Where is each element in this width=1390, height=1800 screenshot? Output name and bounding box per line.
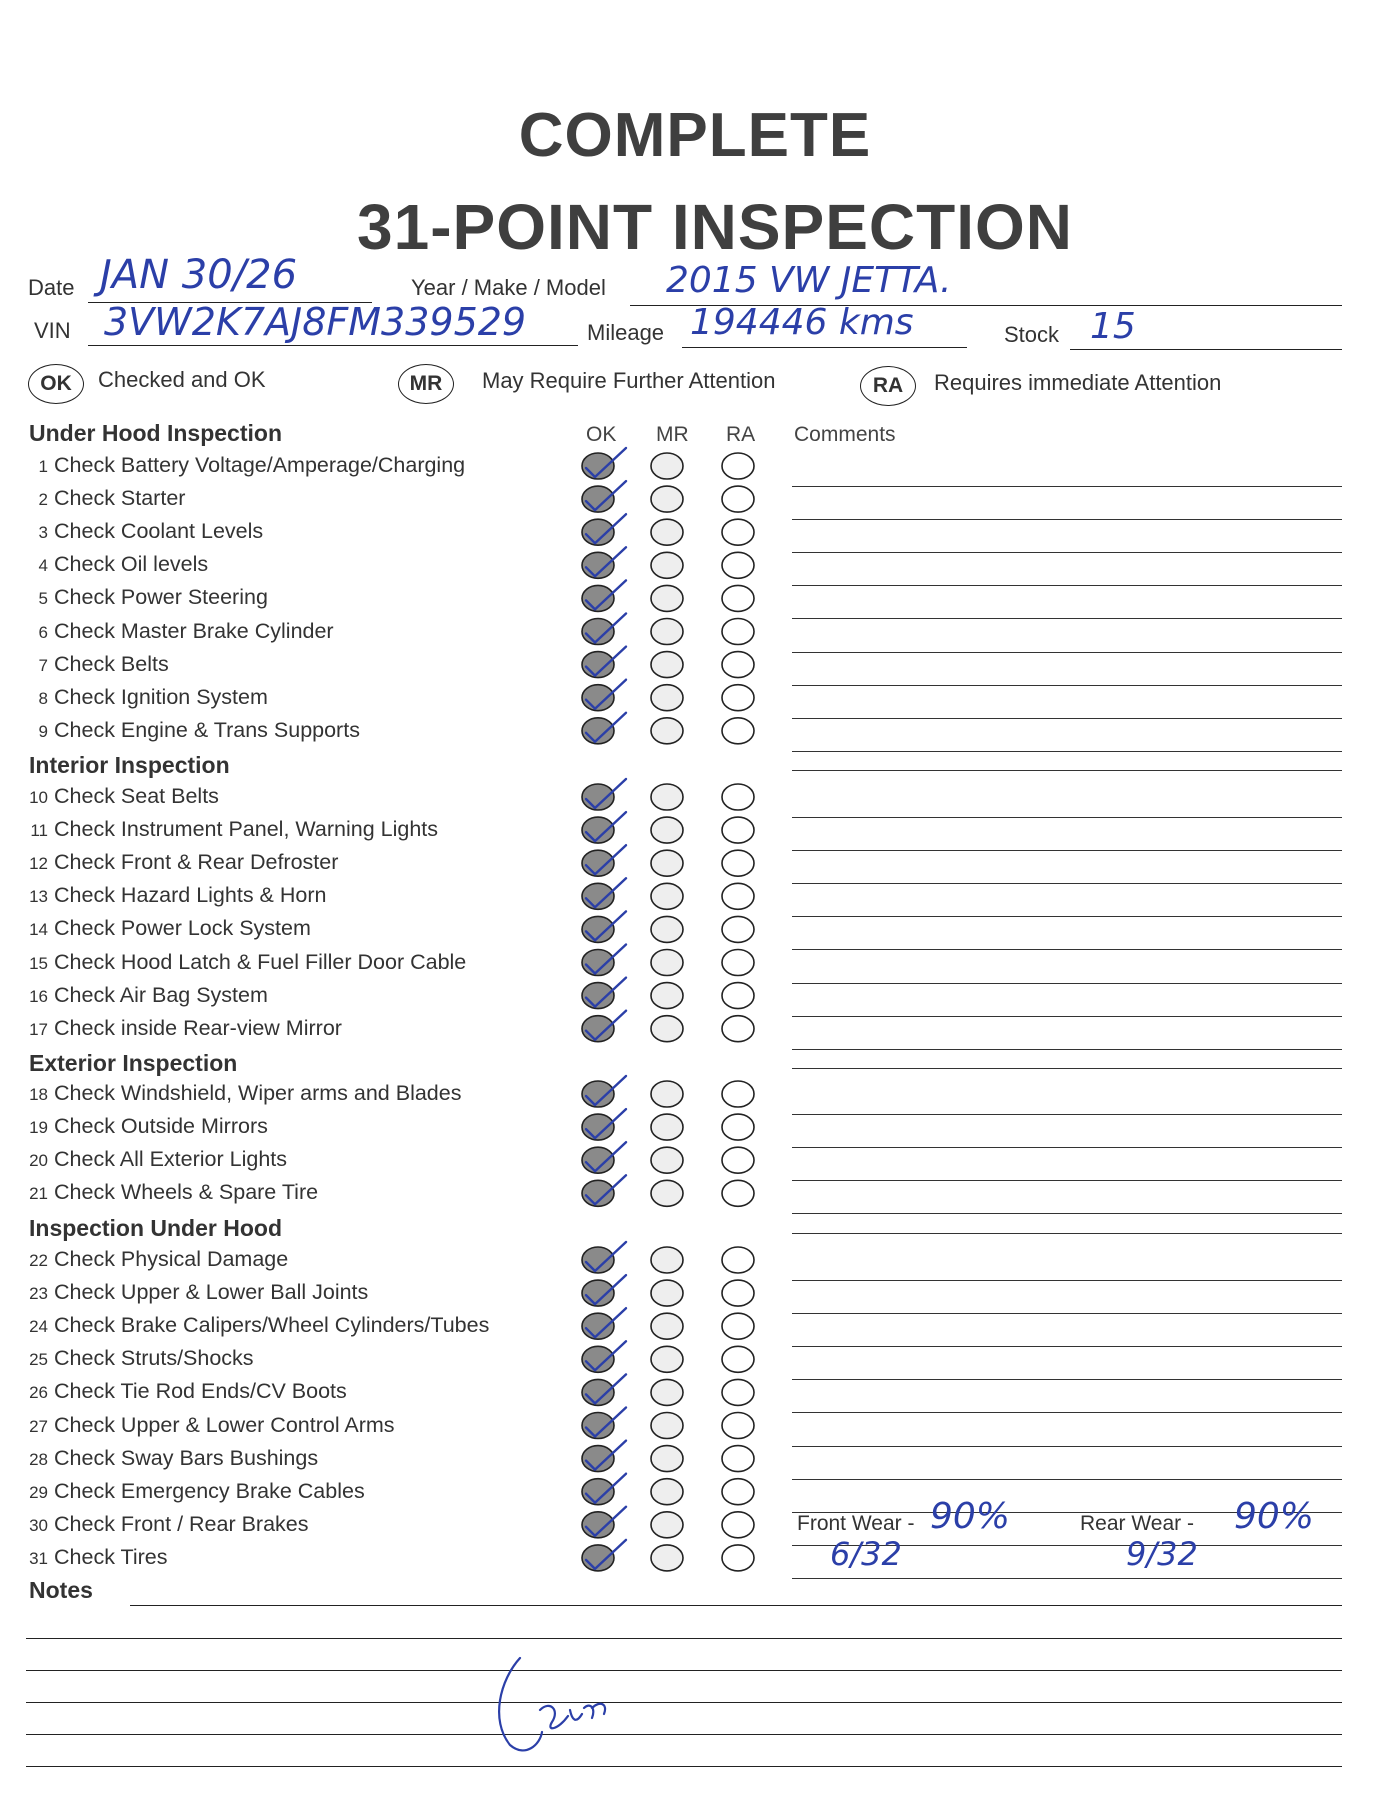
ra-circle-12[interactable] bbox=[722, 850, 754, 876]
ra-circle-26[interactable] bbox=[722, 1379, 754, 1405]
ra-circle-10[interactable] bbox=[722, 784, 754, 810]
inspection-item-number: 15 bbox=[29, 953, 48, 973]
mr-circle-22[interactable] bbox=[651, 1247, 683, 1273]
inspection-item-number: 7 bbox=[38, 655, 48, 675]
mr-circle-26[interactable] bbox=[651, 1379, 683, 1405]
mr-circle-29[interactable] bbox=[651, 1479, 683, 1505]
ra-circle-28[interactable] bbox=[722, 1446, 754, 1472]
stock-label: Stock bbox=[1004, 322, 1060, 347]
inspection-item-number: 24 bbox=[29, 1317, 48, 1337]
inspection-item-number: 1 bbox=[38, 457, 48, 476]
inspection-item-label: Check Power Steering bbox=[54, 585, 268, 610]
front-wear-label: Front Wear - bbox=[797, 1512, 915, 1535]
ra-circle-29[interactable] bbox=[722, 1479, 754, 1505]
ra-circle-20[interactable] bbox=[722, 1147, 754, 1173]
inspection-item-label: Check Starter bbox=[54, 486, 186, 511]
ra-circle-31[interactable] bbox=[722, 1545, 754, 1571]
legend-ok-text: Checked and OK bbox=[98, 367, 266, 392]
mr-circle-27[interactable] bbox=[651, 1413, 683, 1439]
inspection-item-number: 5 bbox=[38, 589, 48, 609]
inspection-item-label: Check Coolant Levels bbox=[54, 519, 264, 544]
date-value[interactable]: JAN 30/26 bbox=[100, 252, 298, 298]
inspection-item-label: Check Sway Bars Bushings bbox=[54, 1445, 319, 1470]
mr-circle-30[interactable] bbox=[651, 1512, 683, 1538]
date-label: Date bbox=[28, 275, 75, 300]
mr-circle-16[interactable] bbox=[651, 983, 683, 1009]
mr-circle-17[interactable] bbox=[651, 1016, 683, 1042]
inspection-item-number: 13 bbox=[29, 887, 48, 907]
ymm-value[interactable]: 2015 VW JETTA. bbox=[666, 260, 952, 301]
inspection-item-number: 6 bbox=[38, 622, 48, 642]
ra-circle-5[interactable] bbox=[722, 585, 754, 611]
ra-circle-6[interactable] bbox=[722, 619, 754, 645]
inspection-item-number: 12 bbox=[29, 854, 48, 874]
inspection-item-label: Check Hazard Lights & Horn bbox=[54, 883, 327, 908]
section-under-hood-title: Under Hood Inspection bbox=[29, 420, 282, 446]
inspection-item-number: 8 bbox=[38, 688, 48, 708]
column-comments-header: Comments bbox=[794, 423, 896, 446]
front-wear-value[interactable]: 90% bbox=[930, 1496, 1011, 1537]
ra-circle-14[interactable] bbox=[722, 916, 754, 942]
ra-circle-25[interactable] bbox=[722, 1346, 754, 1372]
inspection-item-number: 29 bbox=[29, 1482, 48, 1502]
ra-circle-8[interactable] bbox=[722, 685, 754, 711]
ra-circle-1[interactable] bbox=[722, 453, 754, 479]
legend-ra-text: Requires immediate Attention bbox=[934, 370, 1222, 395]
section-inspection-under-hood-title: Inspection Under Hood bbox=[29, 1215, 282, 1241]
mr-circle-13[interactable] bbox=[651, 883, 683, 909]
section-exterior-title: Exterior Inspection bbox=[29, 1050, 238, 1076]
ra-circle-16[interactable] bbox=[722, 983, 754, 1009]
ra-circle-9[interactable] bbox=[722, 718, 754, 744]
mr-circle-7[interactable] bbox=[651, 652, 683, 678]
mr-circle-20[interactable] bbox=[651, 1147, 683, 1173]
column-ok-header: OK bbox=[586, 423, 617, 446]
inspection-item-label: Check Physical Damage bbox=[54, 1247, 289, 1271]
column-ra-header: RA bbox=[726, 423, 756, 446]
ra-circle-3[interactable] bbox=[722, 519, 754, 545]
mr-circle-4[interactable] bbox=[651, 552, 683, 578]
ra-circle-18[interactable] bbox=[722, 1081, 754, 1107]
inspection-item-number: 31 bbox=[29, 1548, 48, 1568]
inspection-item-label: Check Front & Rear Defroster bbox=[54, 850, 339, 875]
mr-circle-23[interactable] bbox=[651, 1280, 683, 1306]
inspection-item-label: Check Outside Mirrors bbox=[54, 1114, 268, 1139]
inspection-item-number: 18 bbox=[29, 1085, 48, 1104]
front-tire-value[interactable]: 6/32 bbox=[830, 1535, 902, 1573]
mr-circle-3[interactable] bbox=[651, 519, 683, 545]
inspection-item-number: 4 bbox=[38, 556, 48, 576]
inspection-item-label: Check Wheels & Spare Tire bbox=[54, 1180, 319, 1205]
mr-circle-28[interactable] bbox=[651, 1446, 683, 1472]
mr-circle-11[interactable] bbox=[651, 817, 683, 843]
rear-wear-label: Rear Wear - bbox=[1080, 1512, 1194, 1535]
legend-ok-badge: OK bbox=[28, 364, 84, 404]
legend-mr-text: May Require Further Attention bbox=[482, 368, 776, 393]
inspection-item-label: Check Power Lock System bbox=[54, 916, 311, 941]
ra-circle-19[interactable] bbox=[722, 1114, 754, 1140]
inspection-item-number: 9 bbox=[38, 721, 48, 741]
inspection-item-label: Check Tie Rod Ends/CV Boots bbox=[54, 1379, 347, 1404]
ra-circle-4[interactable] bbox=[722, 552, 754, 578]
title-line-2: 31-POINT INSPECTION bbox=[357, 191, 1073, 263]
vin-label: VIN bbox=[34, 318, 71, 343]
inspection-item-number: 23 bbox=[29, 1284, 48, 1304]
inspection-item-label: Check Upper & Lower Ball Joints bbox=[54, 1280, 369, 1305]
ra-circle-27[interactable] bbox=[722, 1413, 754, 1439]
inspection-item-label: Check Master Brake Cylinder bbox=[54, 618, 334, 643]
inspection-item-label: Check Brake Calipers/Wheel Cylinders/Tubes bbox=[54, 1313, 490, 1338]
inspection-item-label: Check Tires bbox=[54, 1544, 168, 1569]
inspection-item-label: Check All Exterior Lights bbox=[54, 1147, 288, 1172]
inspection-item-number: 14 bbox=[29, 920, 48, 940]
inspection-item-number: 20 bbox=[29, 1151, 48, 1171]
ra-circle-7[interactable] bbox=[722, 652, 754, 678]
ra-circle-13[interactable] bbox=[722, 883, 754, 909]
inspection-item-number: 10 bbox=[29, 788, 48, 807]
inspection-item-label: Check Front / Rear Brakes bbox=[54, 1511, 309, 1536]
mr-circle-1[interactable] bbox=[651, 453, 683, 479]
inspection-item-number: 17 bbox=[29, 1019, 48, 1039]
mileage-label: Mileage bbox=[587, 320, 665, 345]
section-interior-title: Interior Inspection bbox=[29, 752, 230, 778]
legend-mr-badge: MR bbox=[398, 364, 454, 404]
inspection-item-number: 21 bbox=[29, 1184, 48, 1204]
mr-circle-10[interactable] bbox=[651, 784, 683, 810]
mr-circle-15[interactable] bbox=[651, 950, 683, 976]
mr-circle-14[interactable] bbox=[651, 916, 683, 942]
ra-circle-22[interactable] bbox=[722, 1247, 754, 1273]
notes-label: Notes bbox=[29, 1577, 93, 1603]
inspection-item-label: Check Upper & Lower Control Arms bbox=[54, 1412, 395, 1437]
rear-wear-value[interactable]: 90% bbox=[1234, 1496, 1315, 1537]
mr-circle-2[interactable] bbox=[651, 486, 683, 512]
ra-circle-17[interactable] bbox=[722, 1016, 754, 1042]
vin-value[interactable]: 3VW2K7AJ8FM339529 bbox=[104, 300, 527, 344]
inspection-item-number: 25 bbox=[29, 1350, 48, 1370]
mr-circle-18[interactable] bbox=[651, 1081, 683, 1107]
inspection-item-number: 22 bbox=[29, 1251, 48, 1270]
inspection-item-label: Check Seat Belts bbox=[54, 784, 219, 808]
mr-circle-21[interactable] bbox=[651, 1180, 683, 1206]
title-line-1: COMPLETE bbox=[518, 101, 872, 170]
ra-circle-23[interactable] bbox=[722, 1280, 754, 1306]
inspection-item-label: Check Ignition System bbox=[54, 684, 268, 709]
ra-circle-2[interactable] bbox=[722, 486, 754, 512]
inspection-item-number: 19 bbox=[29, 1118, 48, 1138]
inspection-item-number: 26 bbox=[29, 1383, 48, 1403]
mr-circle-19[interactable] bbox=[651, 1114, 683, 1140]
column-mr-header: MR bbox=[656, 423, 689, 446]
mr-circle-6[interactable] bbox=[651, 619, 683, 645]
inspection-item-label: Check Air Bag System bbox=[54, 982, 268, 1007]
rear-tire-value[interactable]: 9/32 bbox=[1126, 1535, 1198, 1573]
inspection-item-number: 16 bbox=[29, 986, 48, 1006]
stock-value[interactable]: 15 bbox=[1090, 306, 1136, 347]
inspection-item-number: 11 bbox=[30, 821, 48, 841]
inspection-item-label: Check Battery Voltage/Amperage/Charging bbox=[54, 453, 466, 477]
ra-circle-30[interactable] bbox=[722, 1512, 754, 1538]
inspection-item-label: Check Hood Latch & Fuel Filler Door Cable bbox=[54, 949, 467, 974]
mr-circle-9[interactable] bbox=[651, 718, 683, 744]
inspection-item-label: Check Struts/Shocks bbox=[54, 1346, 254, 1371]
ra-circle-21[interactable] bbox=[722, 1180, 754, 1206]
inspection-item-label: Check Emergency Brake Cables bbox=[54, 1478, 365, 1503]
inspection-item-number: 27 bbox=[29, 1416, 48, 1436]
inspection-item-label: Check Belts bbox=[54, 651, 169, 676]
mr-circle-25[interactable] bbox=[651, 1346, 683, 1372]
mr-circle-12[interactable] bbox=[651, 850, 683, 876]
ymm-label: Year / Make / Model bbox=[411, 275, 606, 300]
mr-circle-31[interactable] bbox=[651, 1545, 683, 1571]
mr-circle-24[interactable] bbox=[651, 1313, 683, 1339]
inspection-item-number: 28 bbox=[29, 1449, 48, 1469]
inspection-item-label: Check Engine & Trans Supports bbox=[54, 717, 360, 742]
ra-circle-24[interactable] bbox=[722, 1313, 754, 1339]
inspection-item-number: 3 bbox=[38, 523, 48, 543]
inspection-item-label: Check Instrument Panel, Warning Lights bbox=[54, 817, 438, 842]
inspection-item-number: 2 bbox=[38, 490, 48, 510]
ra-circle-11[interactable] bbox=[722, 817, 754, 843]
ra-circle-15[interactable] bbox=[722, 950, 754, 976]
inspection-item-label: Check inside Rear-view Mirror bbox=[54, 1015, 342, 1040]
legend-ra-badge: RA bbox=[860, 366, 916, 406]
inspection-item-label: Check Windshield, Wiper arms and Blades bbox=[54, 1081, 462, 1105]
mr-circle-5[interactable] bbox=[651, 585, 683, 611]
mileage-value[interactable]: 194446 kms bbox=[690, 302, 914, 343]
inspection-item-label: Check Oil levels bbox=[54, 552, 209, 577]
inspection-item-number: 30 bbox=[29, 1515, 48, 1535]
mr-circle-8[interactable] bbox=[651, 685, 683, 711]
